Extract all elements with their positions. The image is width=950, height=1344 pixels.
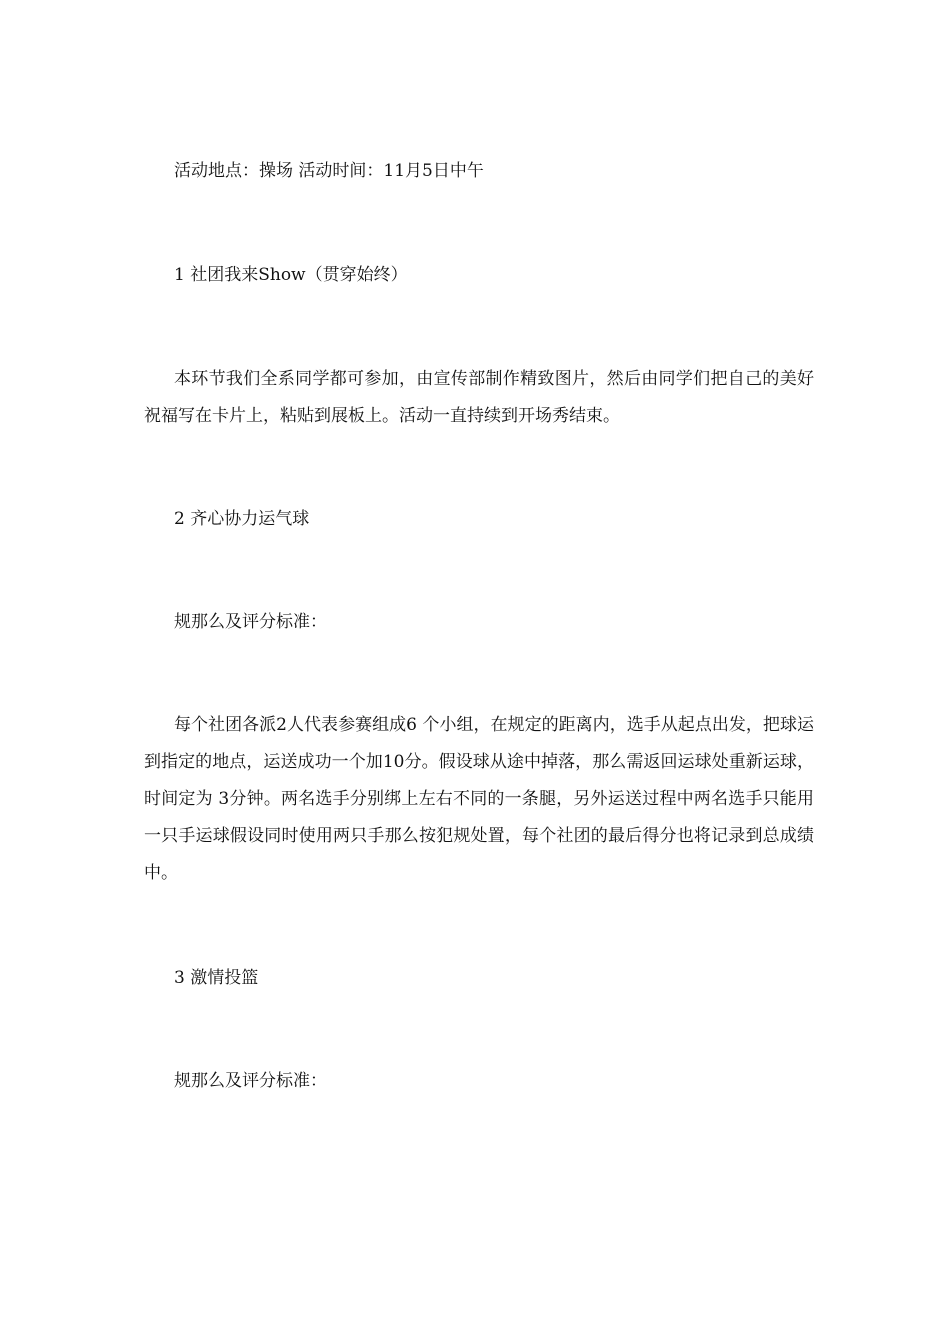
section-2-rules-label: 规那么及评分标准： [174,612,327,632]
location-time-line: 活动地点：操场 活动时间：11月5日中午 [174,161,484,181]
section-2-body: 每个社团各派2人代表参赛组成6 个小组，在规定的距离内，选手从起点出发，把球运到指定的地点，运送成功一个加10分。假设球从途中掉落，那么需返回运球处重新运球，时间定为 3分钟。两名选手分别绑上左右不同的一条腿，另外运送过程中两名选手只能用一只手运球假设同时使用两只手那么按犯规处置，每个社团的最后得分也将记录到总成绩中。 [144,715,814,883]
section-3-heading: 3 激情投篮 [174,968,259,988]
section-1-heading: 1 社团我来Show（贯穿始终） [174,265,408,285]
section-2-heading: 2 齐心协力运气球 [174,509,310,529]
section-3-rules-label: 规那么及评分标准： [174,1071,327,1091]
section-1-body: 本环节我们全系同学都可参加，由宣传部制作精致图片，然后由同学们把自己的美好祝福写在卡片上，粘贴到展板上。活动一直持续到开场秀结束。 [144,369,814,426]
